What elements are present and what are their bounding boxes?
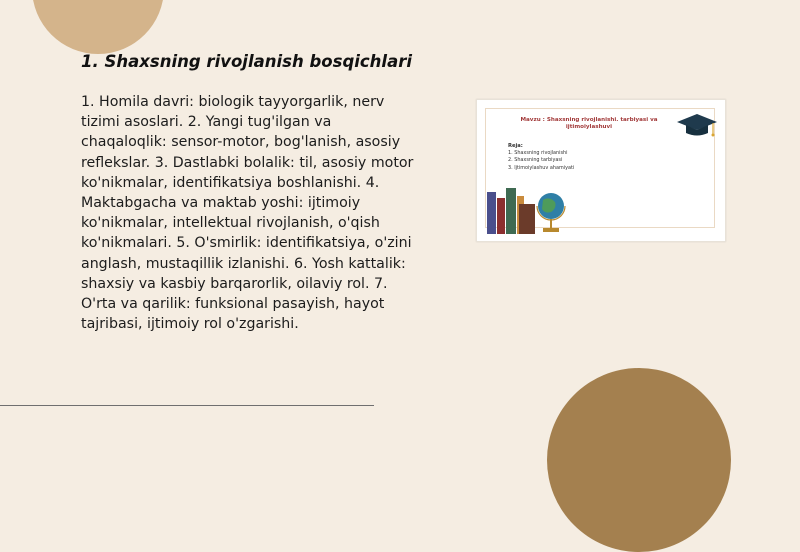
thumbnail-plan-list: [508, 150, 574, 172]
thumbnail-plan-item: 1. Shaxsning rivojlanishi: [508, 150, 568, 156]
slide-thumbnail-image: [476, 99, 726, 242]
divider-line: [0, 405, 374, 406]
books-icon: [485, 184, 585, 234]
decorative-circle-bottom: [547, 368, 731, 552]
thumbnail-plan-item: 3. Ijtimoiylashuv ahamiyati: [508, 164, 575, 171]
decorative-circle-top: [32, 0, 164, 54]
globe-icon: [537, 193, 565, 232]
graduation-cap-icon: [675, 112, 719, 140]
thumbnail-plan-item: 2. Shaxsning tarbiyasi: [508, 157, 563, 164]
thumbnail-title: Mavzu : Shaxsning rivojlanishi. tarbiyasi va ijtimoiylashuvi: [520, 117, 658, 131]
thumbnail-plan-label: Reja:: [508, 143, 523, 149]
slide-title: 1. Shaxsning rivojlanish bosqichlari: [81, 52, 413, 71]
slide-body-text: 1. Homila davri: biologik tayyorgarlik, nerv tizimi asoslari. 2. Yangi tug'ilgan va chaqaloqlik: sensor-motor, bog'lanish, asosiy reflekslar. 3. Dastlabki bolalik: til, asosiy motor ko'nikmalar, identifikatsiya boshlanishi. 4. Maktabgacha va maktab yoshi: ijtimoiy ko'nikmalar, intellektual rivojlanish, o'qish ko'nikmalari. 5. O'smirlik: identifikatsiya, o'zini anglash, mustaqillik izlanishi. 6. Yosh kattalik: shaxsiy va kasbiy barqarorlik, oilaviy rol. 7. O'rta va qarilik: funksional pasayish, hayot tajribasi, ijtimoiy rol o'zgarishi.: [81, 94, 414, 333]
